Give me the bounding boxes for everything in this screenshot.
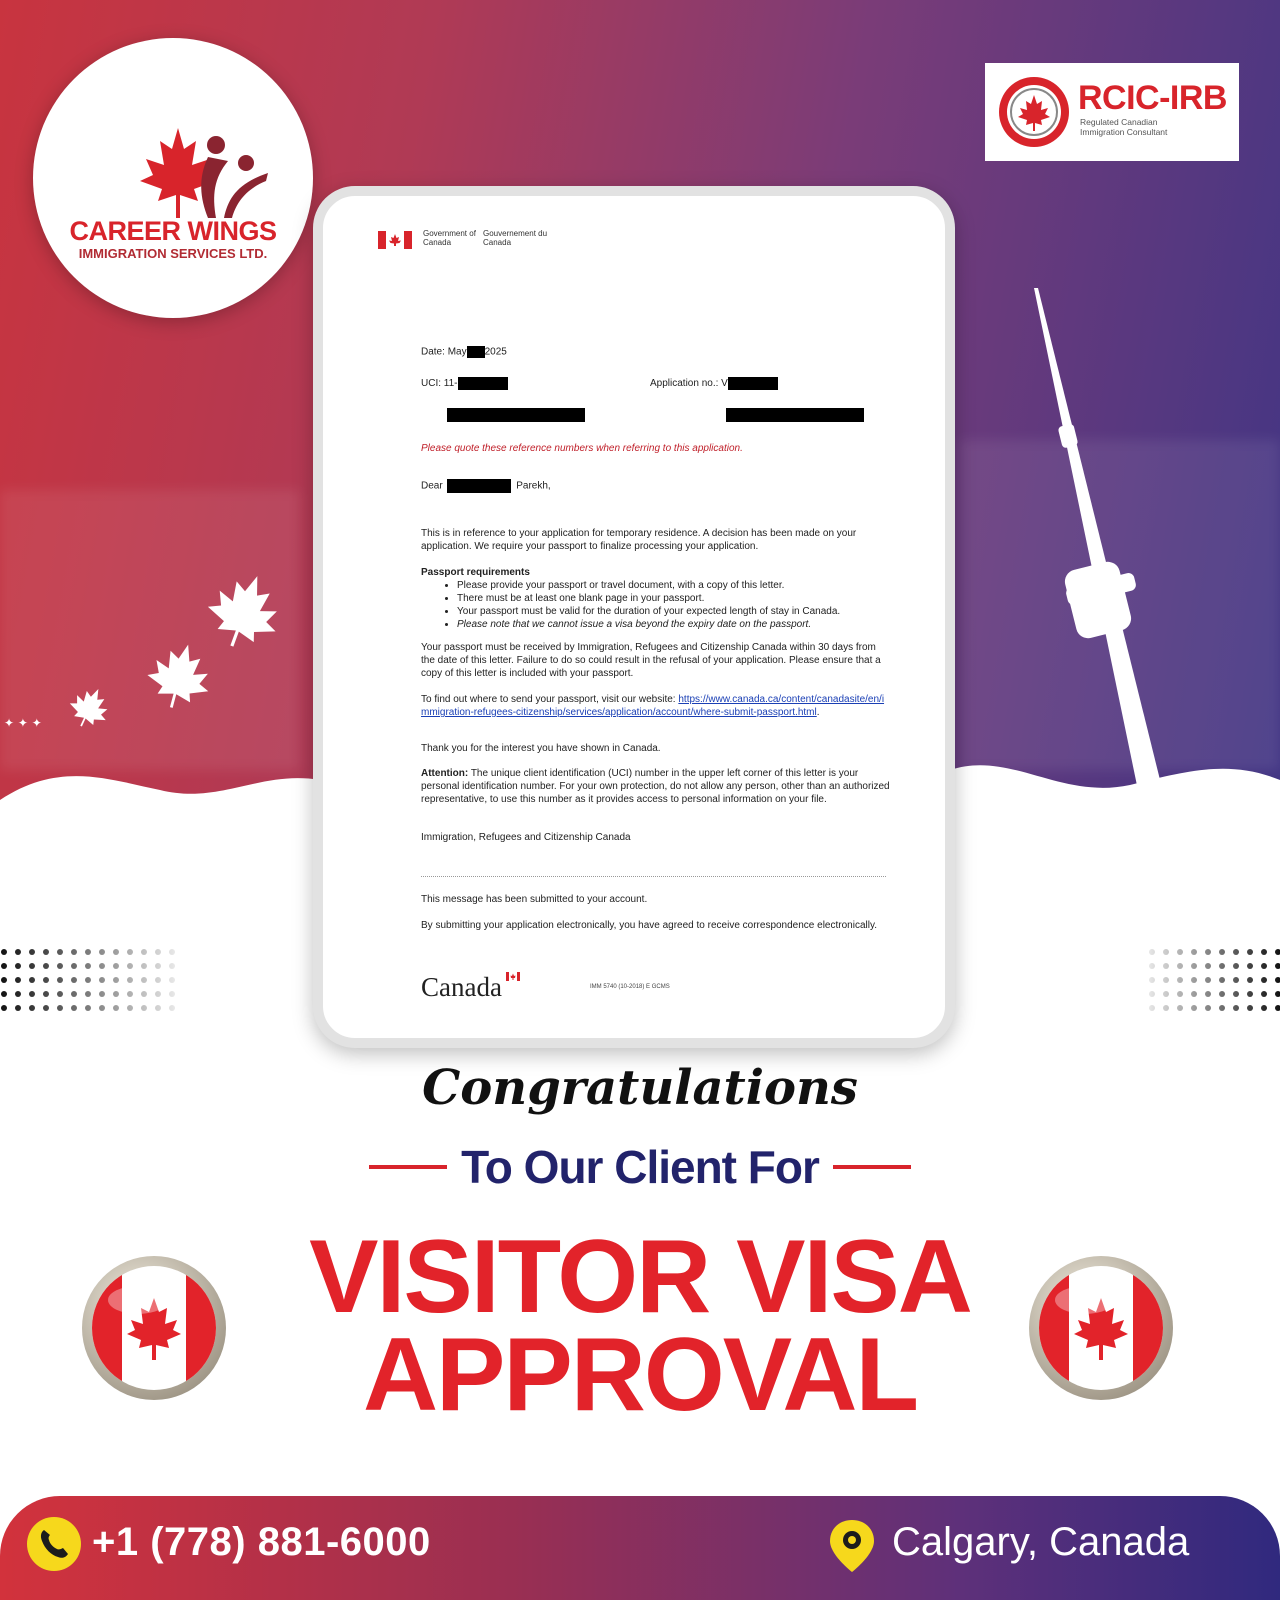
dot-pattern <box>1148 948 1280 1018</box>
passport-requirements-list <box>421 579 891 631</box>
submitted-line: This message has been submitted to your account. <box>421 894 648 905</box>
dot-pattern <box>0 948 175 1018</box>
redaction <box>458 377 508 390</box>
maple-leaf-icon <box>68 685 112 729</box>
uci-line <box>421 377 508 390</box>
signoff: Immigration, Refugees and Citizenship Canada <box>421 832 631 843</box>
find-out-text: To find out where to send your passport, visit our website: <box>421 694 676 705</box>
phone-number[interactable]: +1 (778) 881-6000 <box>92 1520 431 1564</box>
surname: Parekh, <box>516 480 551 492</box>
redaction <box>447 479 511 493</box>
phone-icon <box>26 1516 82 1572</box>
brand-subtitle: IMMIGRATION SERVICES LTD. <box>78 246 268 261</box>
dear-label: Dear <box>421 480 443 492</box>
date-line <box>421 346 507 358</box>
date-month: May <box>447 346 467 358</box>
cn-tower-icon <box>1000 280 1200 800</box>
application-label: Application no.: <box>650 378 719 390</box>
maple-leaf-icon <box>205 570 285 650</box>
canada-flag-icon <box>506 972 520 981</box>
contact-footer <box>0 1496 1280 1600</box>
visa-title-line2: APPROVAL <box>362 1317 918 1433</box>
redaction <box>447 408 585 422</box>
date-year: 2025 <box>484 346 507 358</box>
svg-text:✦ ✦ ✦: ✦ ✦ ✦ <box>4 716 42 729</box>
congratulations-heading: Congratulations <box>422 1060 858 1116</box>
redaction <box>467 346 485 358</box>
career-wings-logo-icon <box>128 123 278 223</box>
brand-logo <box>33 38 313 318</box>
rcic-title: RCIC-IRB <box>1078 79 1227 117</box>
electronic-consent: By submitting your application electronically, you have agreed to receive correspondence electronically. <box>421 920 877 931</box>
redaction <box>726 408 864 422</box>
subheading <box>0 1140 1280 1194</box>
canada-flag-icon <box>80 1254 228 1402</box>
list-item: • Your passport must be valid for the duration of your expected length of stay in Canada. <box>457 605 891 618</box>
receipt-paragraph: Your passport must be received by Immigration, Refugees and Citizenship Canada within 30 days from the date of this letter. Failure to do so could result in the refusal of your application. Please ensure that a copy of this letter is included with your passport. <box>421 642 881 679</box>
approval-letter <box>323 196 945 1038</box>
application-prefix: V <box>721 378 728 390</box>
divider <box>421 876 886 877</box>
salutation <box>421 479 551 493</box>
thanks-line: Thank you for the interest you have shown in Canada. <box>421 743 661 754</box>
canada-flag-icon <box>378 231 412 249</box>
visa-title-line1: VISITOR VISA <box>309 1219 971 1335</box>
rcic-seal-icon <box>997 75 1071 149</box>
rcic-badge <box>985 63 1239 161</box>
attention-paragraph <box>421 767 891 806</box>
list-item: • Please provide your passport or travel document, with a copy of this letter. <box>457 579 891 592</box>
approval-letter-card <box>313 186 955 1048</box>
quote-note: Please quote these reference numbers when referring to this application. <box>421 443 743 454</box>
location-pin-icon <box>826 1518 878 1574</box>
attention-text: The unique client identification (UCI) number in the upper left corner of this letter is your personal identification number. For your own protection, do not allow any person, other than an authorized representative, to use this number as it provides access to personal information on your file. <box>421 768 890 805</box>
intro-paragraph: This is in reference to your application for temporary residence. A decision has been made on your application. We require your passport to finalize processing your application. <box>421 528 857 552</box>
form-code: IMM 5740 (10-2018) E GCMS <box>590 984 670 990</box>
gov-en-label: Government of Canada <box>423 229 476 247</box>
divider-rule <box>833 1165 911 1169</box>
attention-label: Attention: <box>421 768 469 779</box>
website-paragraph: To find out where to send your passport, visit our website: https://www.canada.ca/content/canadasite/en/immigration-refugees-citizenship/services/application/account/where-submit-passport.html. <box>421 694 885 718</box>
divider-rule <box>369 1165 447 1169</box>
list-item: • Please note that we cannot issue a visa beyond the expiry date on the passport. <box>457 618 891 631</box>
maple-leaf-icon <box>145 640 215 710</box>
rcic-subtitle: Regulated Canadian Immigration Consultant <box>1080 117 1168 137</box>
uci-label: UCI: <box>421 378 441 390</box>
canada-flag-icon <box>1027 1254 1175 1402</box>
location-text: Calgary, Canada <box>892 1520 1190 1564</box>
brand-name: CAREER WINGS <box>69 216 277 246</box>
redaction <box>728 377 778 390</box>
list-item: • There must be at least one blank page in your passport. <box>457 592 891 605</box>
application-line <box>650 377 778 390</box>
uci-prefix: 11- <box>443 378 458 390</box>
passport-submission-link[interactable]: https://www.canada.ca/content/canadasite/en/immigration-refugees-citizenship/services/application/account/where-submit-passport.html <box>421 694 885 718</box>
date-label: Date: <box>421 346 445 358</box>
sparkle-icon <box>4 715 48 729</box>
canada-wordmark <box>421 972 520 1003</box>
canada-wordmark-text: Canada <box>421 972 502 1002</box>
gov-fr-label: Gouvernement du Canada <box>483 229 548 247</box>
to-client-text: To Our Client For <box>461 1141 819 1193</box>
passport-heading: Passport requirements <box>421 567 530 578</box>
